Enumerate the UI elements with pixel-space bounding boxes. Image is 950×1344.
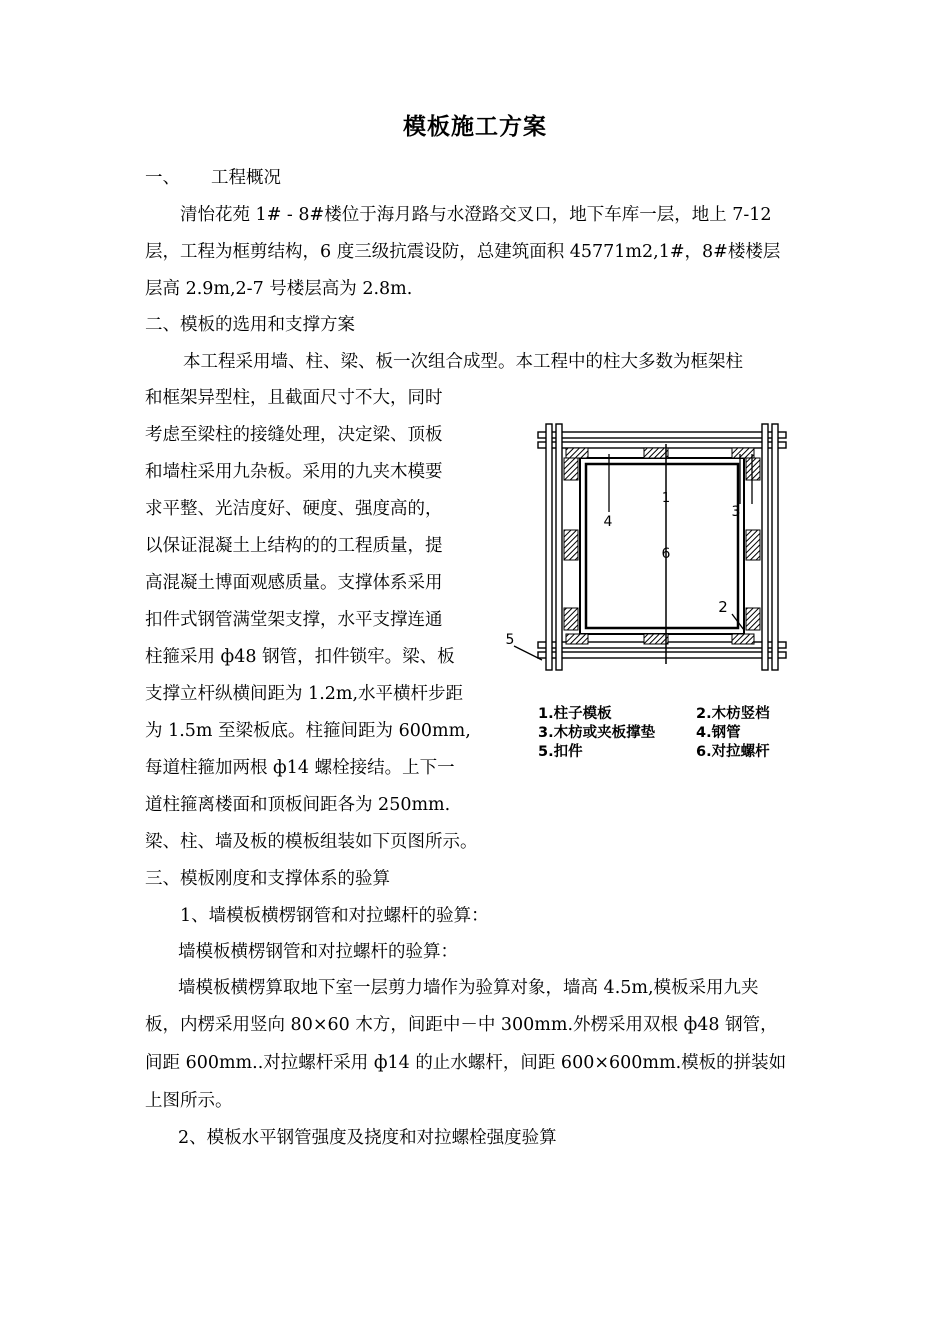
steel-tube [556,424,562,670]
timber-batten [746,458,760,480]
paragraph-line: 清怡花苑 1# - 8#楼位于海月路与水澄路交叉口，地下车库一层，地上 7-12 [180,205,772,225]
paragraph-line: 上图所示。 [145,1091,233,1111]
paragraph-line: 梁、柱、墙及板的模板组装如下页图所示。 [145,832,478,852]
diagram-label: 5 [505,632,515,648]
timber-batten [644,634,668,644]
section-1-number: 一、 [145,168,180,188]
paragraph-line: 层高 2.9m,2-7 号楼层高为 2.8m. [145,279,413,299]
subsection-1-repeat: 墙模板横楞钢管和对拉螺杆的验算： [178,942,458,962]
section-2-heading: 二、模板的选用和支撑方案 [145,315,355,335]
paragraph-line: 道柱箍离楼面和顶板间距各为 250mm. [145,795,451,815]
steel-tube [538,442,786,448]
timber-batten [564,458,578,480]
paragraph-line: 板，内楞采用竖向 80×60 木方，间距中－中 300mm.外楞采用双根 ф48 钢管， [145,1015,778,1035]
paragraph-line: 为 1.5m 至梁板底。柱箍间距为 600mm, [145,721,471,741]
legend-item: 4.钢管 [696,725,741,741]
paragraph-line: 间距 600mm..对拉螺杆采用 ф14 的止水螺杆，间距 600×600mm.模板的拼装如 [145,1053,787,1073]
steel-tube [538,432,786,438]
timber-batten [746,530,760,560]
paragraph-line: 本工程采用墙、柱、梁、板一次组合成型。本工程中的柱大多数为框架柱 [183,352,743,372]
timber-batten [566,448,588,458]
diagram-label: 2 [718,598,728,616]
paragraph-line: 和框架异型柱，且截面尺寸不大，同时 [145,388,443,408]
timber-batten [644,448,668,458]
legend-item: 2.木枋竖档 [696,706,770,722]
paragraph-line: 求平整、光洁度好、硬度、强度高的， [145,499,443,519]
legend-item: 3.木枋或夹板撑垫 [538,725,656,741]
timber-batten [566,634,588,644]
column-formwork-diagram [500,408,800,768]
timber-batten [732,448,754,458]
section-1-title: 工程概况 [211,168,281,188]
section-1-heading [145,166,281,190]
paragraph-line: 墙模板横楞算取地下室一层剪力墙作为验算对象，墙高 4.5m,模板采用九夹 [178,978,759,998]
legend-item: 6.对拉螺杆 [696,744,770,760]
paragraph-line: 柱箍采用 ф48 钢管，扣件锁牢。梁、板 [145,647,455,667]
paragraph-line: 考虑至梁柱的接缝处理，决定梁、顶板 [145,425,443,445]
diagram-label: 1 [661,491,671,506]
subsection-2-heading: 2、模板水平钢管强度及挠度和对拉螺栓强度验算 [178,1128,557,1148]
paragraph-line: 支撑立杆纵横间距为 1.2m,水平横杆步距 [145,684,464,704]
steel-tube [762,424,768,670]
paragraph-line: 高混凝土博面观感质量。支撑体系采用 [145,573,443,593]
page-title: 模板施工方案 [403,113,547,140]
paragraph-line: 每道柱箍加两根 ф14 螺栓接结。上下一 [145,758,455,778]
paragraph-line: 层，工程为框剪结构，6 度三级抗震设防，总建筑面积 45771m2,1#，8#楼楼层 [145,242,781,262]
steel-tube [546,424,552,670]
legend-item: 1.柱子模板 [538,706,612,722]
timber-batten [564,608,578,630]
paragraph-line: 以保证混凝土上结构的的工程质量，提 [145,536,443,556]
steel-tube [772,424,778,670]
diagram-label: 6 [661,546,671,562]
paragraph-line: 扣件式钢管满堂架支撑，水平支撑连通 [145,610,443,630]
timber-batten [564,530,578,560]
timber-batten [732,634,754,644]
section-3-heading: 三、模板刚度和支撑体系的验算 [145,869,390,889]
steel-tube [538,652,786,658]
timber-batten [746,608,760,630]
legend-item: 5.扣件 [538,744,583,760]
diagram-label: 4 [603,514,613,530]
paragraph-line: 和墙柱采用九杂板。采用的九夹木模要 [145,462,443,482]
diagram-label: 3 [731,504,741,520]
subsection-1-heading: 1、墙模板横楞钢管和对拉螺杆的验算： [180,906,489,926]
